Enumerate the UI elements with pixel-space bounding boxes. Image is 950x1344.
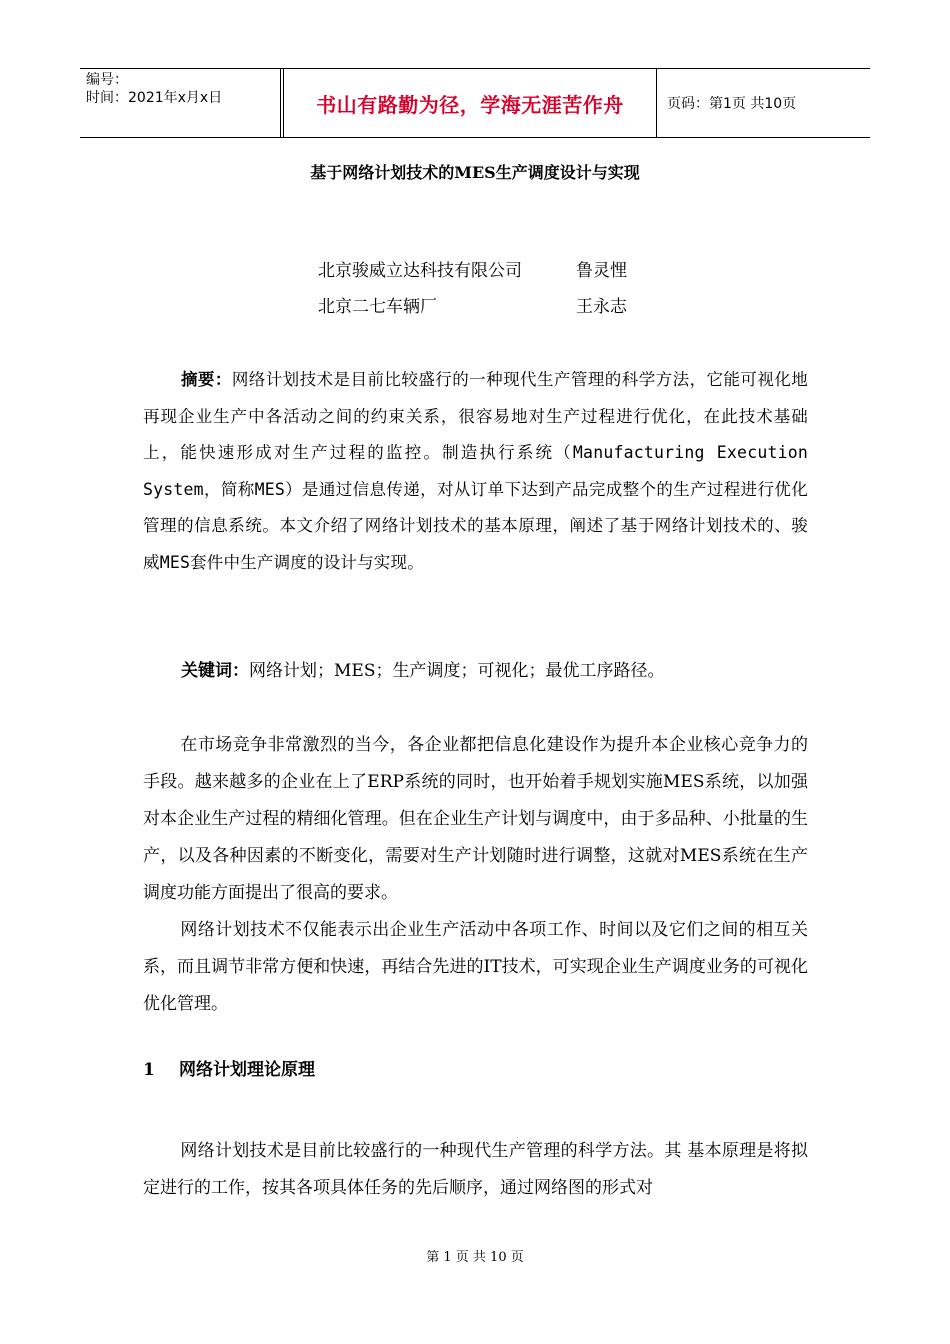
header-motto: 书山有路勤为径，学海无涯苦作舟 xyxy=(316,92,624,117)
author-org: 北京骏威立达科技有限公司 xyxy=(318,261,522,281)
serial-label: 编号： xyxy=(86,72,128,88)
header-motto-cell xyxy=(283,69,657,137)
section-heading xyxy=(143,1055,315,1080)
author-name: 王永志 xyxy=(576,297,627,317)
header-meta xyxy=(80,69,281,137)
body-paragraph: 在市场竞争非常激烈的当今，各企业都把信息化建设作为提升本企业核心竞争力的手段。越来越多的企业在上了ERP系统的同时，也开始着手规划实施MES系统，以加强对本企业生产过程的精细化管理。但在企业生产计划与调度中，由于多品种、小批量的生产，以及各种因素的不断变化，需要对生产计划随时进行调整，这就对MES系统在生产调度功能方面提出了很高的要求。 xyxy=(143,735,808,903)
time-label: 时间：2021年x月x日 xyxy=(86,90,223,106)
author-name: 鲁灵悝 xyxy=(576,261,627,281)
keywords-text: 网络计划；MES；生产调度；可视化；最优工序路径。 xyxy=(249,661,665,681)
author-line-1 xyxy=(318,256,627,281)
page-footer: 第 1 页 共 10 页 xyxy=(426,1250,524,1265)
document-title: 基于网络计划技术的MES生产调度设计与实现 xyxy=(310,163,640,182)
keywords-label: 关键词： xyxy=(181,661,249,681)
header-page-info: 页码：第1页 共10页 xyxy=(667,96,797,112)
abstract-label: 摘要： xyxy=(180,370,232,389)
body-paragraph: 网络计划技术不仅能表示出企业生产活动中各项工作、时间以及它们之间的相互关系，而且调节非常方便和快速，再结合先进的IT技术，可实现企业生产调度业务的可视化优化管理。 xyxy=(143,920,808,1014)
section-title: 网络计划理论原理 xyxy=(179,1060,315,1080)
author-org: 北京二七车辆厂 xyxy=(318,297,437,317)
abstract xyxy=(143,362,808,581)
author-line-2 xyxy=(318,292,627,317)
page-header xyxy=(80,68,870,138)
section-paragraph: 网络计划技术是目前比较盛行的一种现代生产管理的科学方法。其 基本原理是将拟定进行的工作，按其各项具体任务的先后顺序，通过网络图的形式对 xyxy=(143,1141,808,1198)
abstract-text: 网络计划技术是目前比较盛行的一种现代生产管理的科学方法，它能可视化地再现企业生产中各活动之间的约束关系，很容易地对生产过程进行优化，在此技术基础上，能快速形成对生产过程的监控。制造执行系统（Manufacturing Execution System，简称MES）是通过信息传递，对从订单下达到产品完成整个的生产过程进行优化管理的信息系统。本文介绍了网络计划技术的基本原理，阐述了基于网络计划技术的、骏威MES套件中生产调度的设计与实现。 xyxy=(143,370,808,572)
section-number: 1 xyxy=(143,1060,155,1080)
keywords xyxy=(181,656,664,681)
